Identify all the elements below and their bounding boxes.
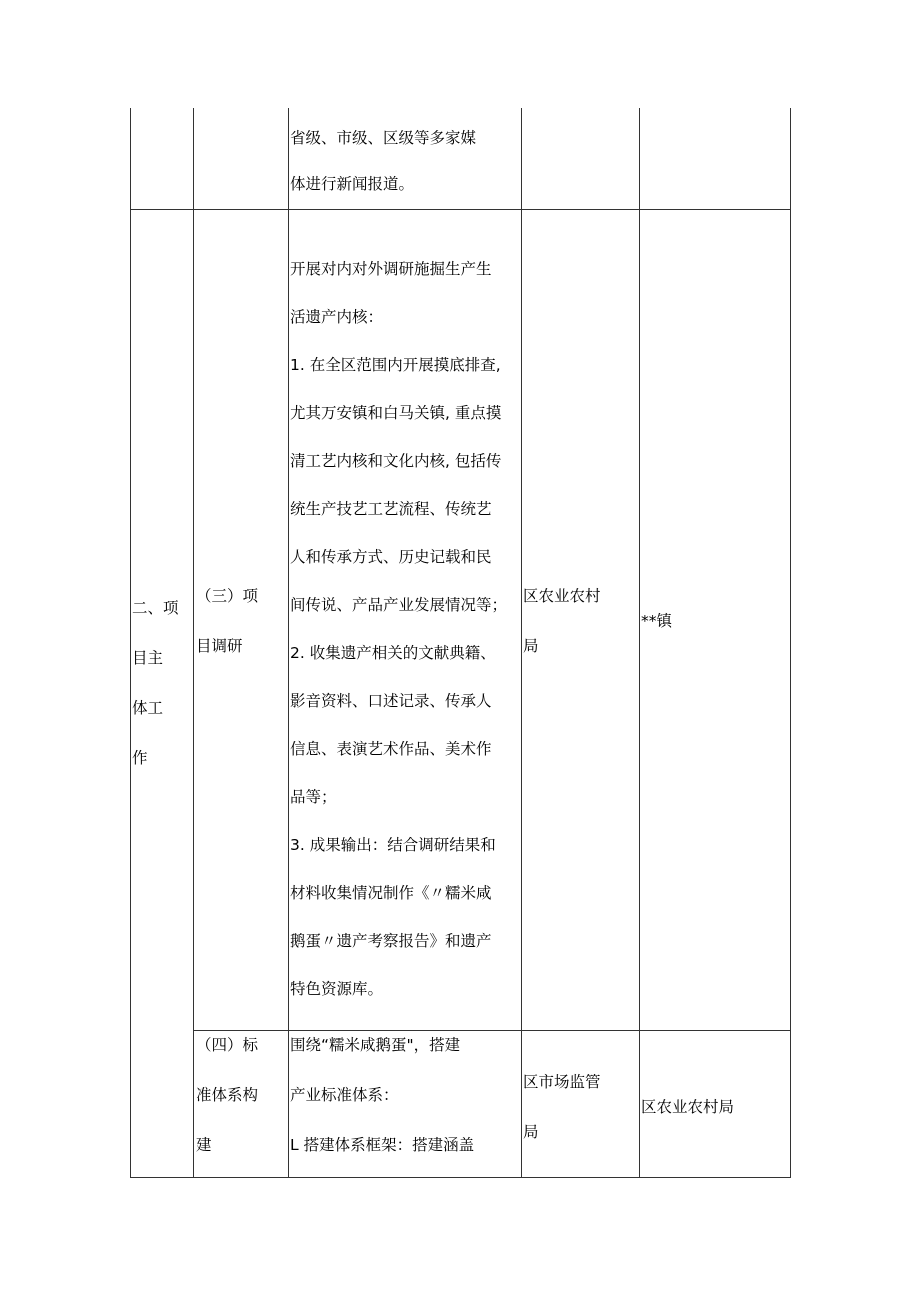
table-border — [288, 108, 289, 1178]
table-border — [130, 1177, 791, 1178]
cell-text-line: 3. 成果输出：结合调研结果和 — [290, 836, 496, 854]
cell-text-line: 区市场监管 — [523, 1073, 601, 1091]
cell-text-line: 活遗产内核： — [290, 308, 384, 326]
cell-text-line: 清工艺内核和文化内核, 包括传 — [290, 452, 502, 470]
cell-text-line: 体工 — [132, 699, 164, 717]
cell-text-line: 统生产技艺工艺流程、传统艺 — [290, 500, 492, 518]
cell-text-line: 围绕“糯米咸鹅蛋"，搭建 — [290, 1036, 461, 1054]
cell-text-line: 人和传承方式、历史记载和民 — [290, 548, 492, 566]
cell-text-line: 影音资料、口述记录、传承人 — [290, 692, 492, 710]
cell-text-line: L 搭建体系框架：搭建涵盖 — [290, 1136, 475, 1154]
cell-text-line: 1. 在全区范围内开展摸底排查, — [290, 356, 501, 374]
cell-text-line: 2. 收集遗产相关的文献典籍、 — [290, 644, 496, 662]
cell-text-line: 特色资源库。 — [290, 980, 384, 998]
cell-text-line: 准体系构 — [196, 1086, 259, 1104]
cell-text-line: 省级、市级、区级等多家媒 — [290, 129, 477, 147]
table-border — [521, 108, 522, 1178]
cell-text-line: 体进行新闻报道。 — [290, 175, 415, 193]
cell-text-line: 目调研 — [196, 637, 243, 655]
cell-text-line: 区农业农村 — [523, 587, 601, 605]
cell-text-line: 产业标准体系： — [290, 1086, 399, 1104]
cell-text-line: （四）标 — [196, 1036, 259, 1054]
table-border — [193, 1030, 791, 1031]
cell-text-line: 作 — [132, 749, 148, 767]
table-border — [193, 108, 194, 1178]
cell-text-line: 间传说、产品产业发展情况等； — [290, 596, 508, 614]
cell-text-line: 局 — [523, 637, 539, 655]
cell-text-line: （三）项 — [196, 587, 259, 605]
table-border — [130, 108, 131, 1178]
cell-text-line: 局 — [523, 1123, 539, 1141]
cell-text-line: 建 — [196, 1136, 212, 1154]
table-border — [790, 108, 791, 1178]
cell-text-line: 区农业农村局 — [641, 1098, 735, 1116]
cell-text-line: 信息、表演艺术作品、美术作 — [290, 740, 492, 758]
cell-text-line: 鹅蛋〃遗产考察报告》和遗产 — [290, 932, 492, 950]
table-border — [130, 209, 791, 210]
cell-text-line: 二、项 — [132, 599, 179, 617]
cell-text-line: **镇 — [641, 612, 673, 630]
cell-text-line: 开展对内对外调研施掘生产生 — [290, 260, 492, 278]
cell-text-line: 材料收集情况制作《〃糯米咸 — [290, 884, 492, 902]
cell-text-line: 尤其万安镇和白马关镇, 重点摸 — [290, 404, 502, 422]
cell-text-line: 品等； — [290, 788, 337, 806]
cell-text-line: 目主 — [132, 649, 164, 667]
table-border — [639, 108, 640, 1178]
